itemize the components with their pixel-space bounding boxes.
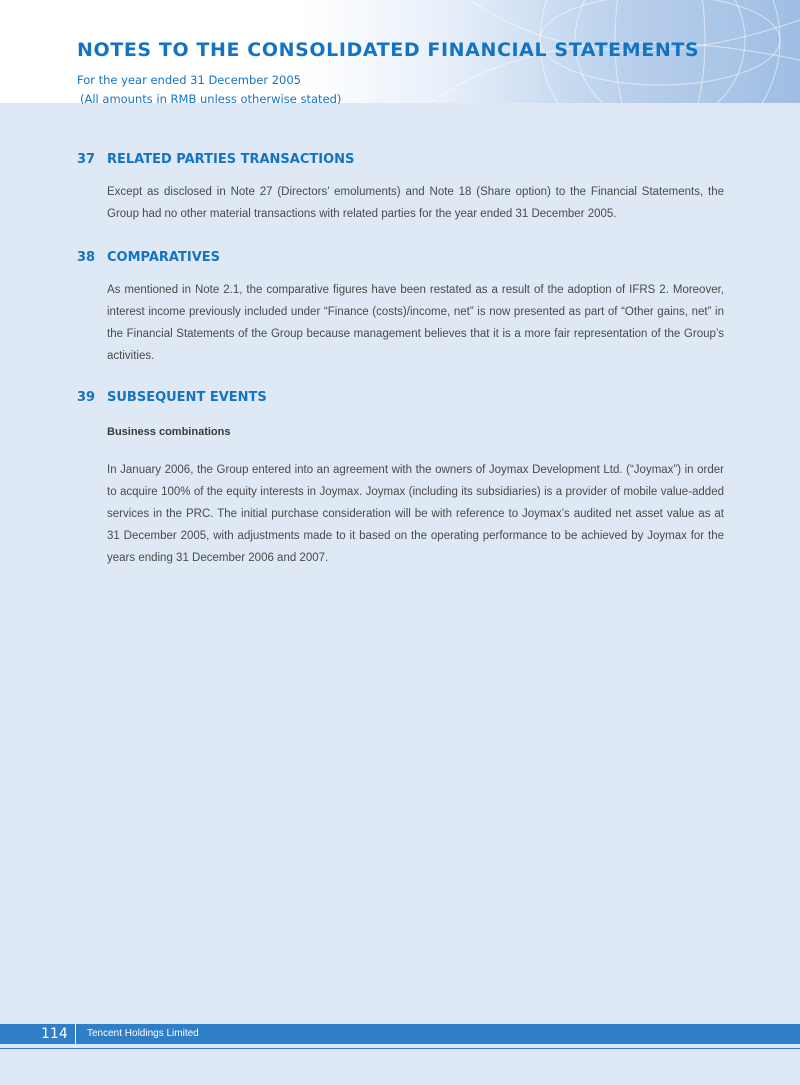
period-subtitle: For the year ended 31 December 2005 (77, 73, 302, 87)
section-title: SUBSEQUENT EVENTS (107, 390, 267, 405)
section-heading (77, 152, 354, 167)
section-number: 39 (77, 390, 96, 405)
section-paragraph: In January 2006, the Group entered into an agreement with the owners of Joymax Development Ltd. (“Joymax”) in order to acquire 100% of the equity interests in Joymax. Joymax (including its subsidiaries) is a provider of mobile value-added services in the PRC. The initial purchase consideration will be with reference to Joymax’s audited net asset value as at 31 December 2005, with adjustments made to it based on the operating performance to be achieved by Joymax for the years ending 31 December 2006 and 2007. (107, 464, 724, 564)
section-title: RELATED PARTIES TRANSACTIONS (107, 152, 355, 167)
currency-note: (All amounts in RMB unless otherwise stated) (80, 92, 342, 106)
page-title: NOTES TO THE CONSOLIDATED FINANCIAL STATEMENTS (77, 39, 700, 61)
section-subheading: Business combinations (107, 426, 231, 438)
page-number: 114 (41, 1026, 68, 1042)
footer-rule (0, 1048, 800, 1049)
section-paragraph: As mentioned in Note 2.1, the comparative figures have been restated as a result of the adoption of IFRS 2. Moreover, interest income previously included under “Finance (costs)/income, net” is now presented as part of “Other gains, net” in the Financial Statements of the Group because management believes that it is a more fair representation of the Group’s activities. (107, 284, 724, 362)
section-number: 38 (77, 250, 96, 265)
footer-company-name: Tencent Holdings Limited (87, 1028, 199, 1039)
section-paragraph: Except as disclosed in Note 27 (Directors’ emoluments) and Note 18 (Share option) to the Financial Statements, the Group had no other material transactions with related parties for the year ended 31 December 2005. (107, 186, 724, 220)
footer-divider (75, 1024, 76, 1048)
section-number: 37 (77, 152, 96, 167)
section-heading (77, 250, 220, 265)
section-title: COMPARATIVES (107, 250, 220, 265)
section-heading (77, 390, 267, 405)
